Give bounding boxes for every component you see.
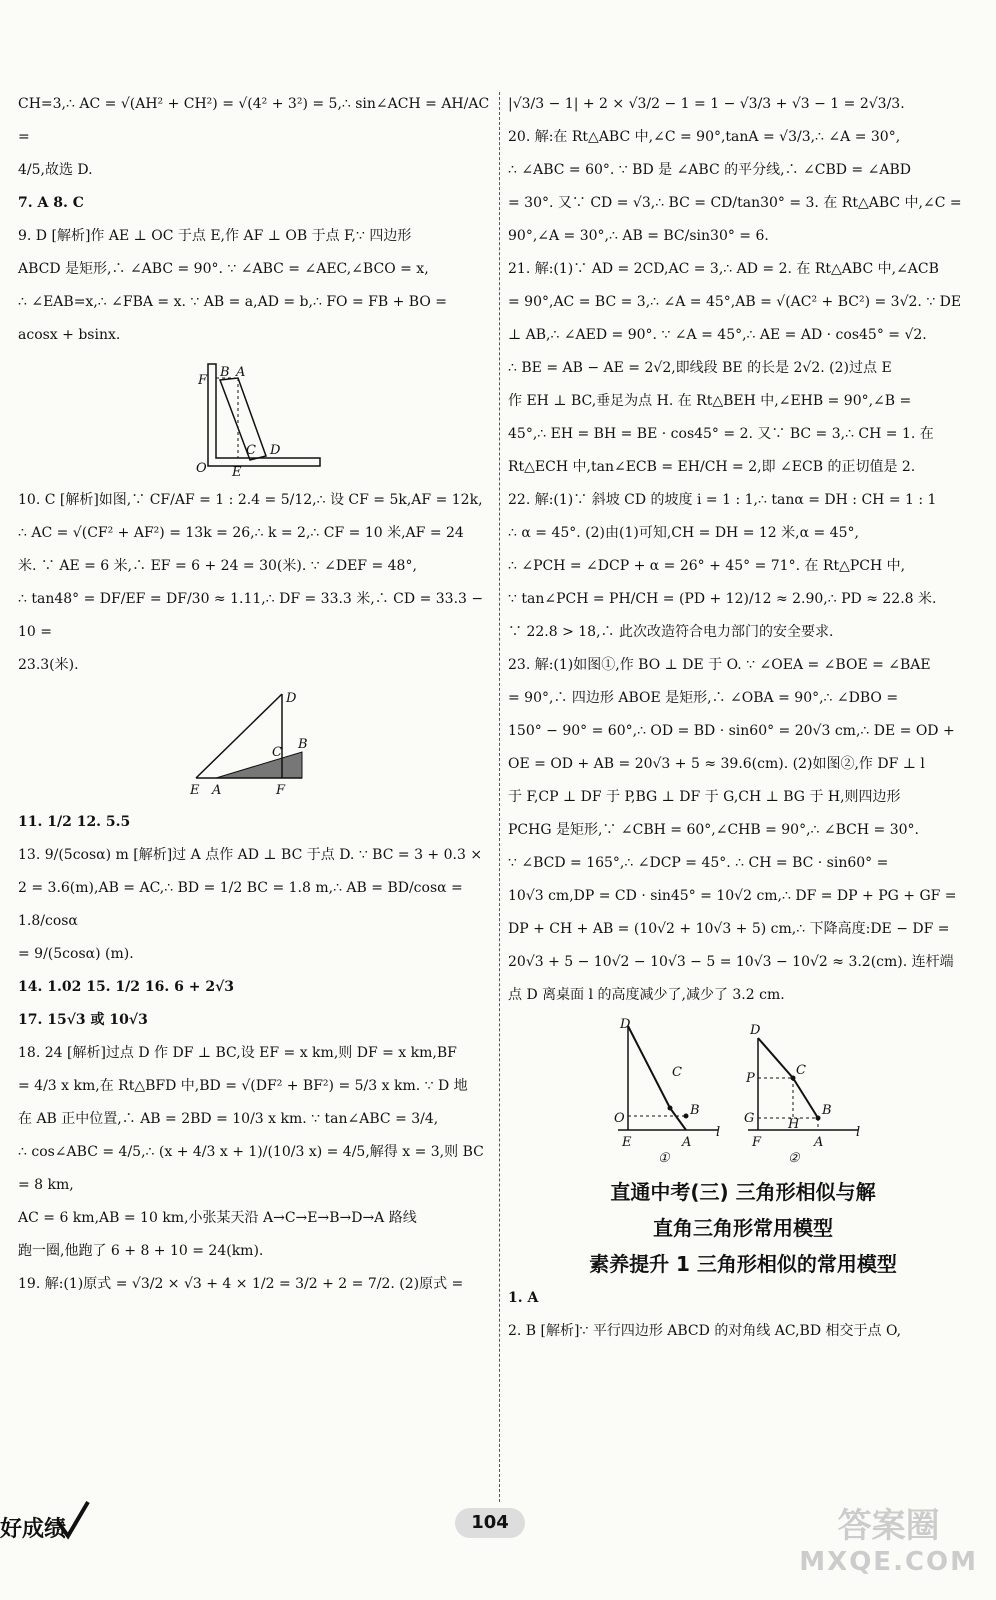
text-line: PCHG 是矩形,∵ ∠CBH = 60°,∠CHB = 90°,∴ ∠BCH = 30°. xyxy=(508,822,919,838)
text-line: 22. 解:(1)∵ 斜坡 CD 的坡度 i = 1 : 1,∴ tanα = DH : CH = 1 : 1 xyxy=(508,492,937,508)
text-line: ∴ cos∠ABC = 4/5,∴ (x + 4/3 x + 1)/(10/3 x) = 4/5,解得 x = 3,则 BC = 8 km, xyxy=(18,1144,484,1193)
column-divider xyxy=(499,92,500,1502)
text-line: = 90°,AC = BC = 3,∴ ∠A = 45°,AB = √(AC² + BC²) = 3√2. ∵ DE xyxy=(508,294,962,310)
svg-text:C: C xyxy=(246,443,256,458)
figure-q9-rectangle xyxy=(186,358,326,478)
svg-text:l: l xyxy=(716,1125,721,1140)
answer-1: 1. A xyxy=(508,1290,539,1306)
text-line: 23. 解:(1)如图①,作 BO ⊥ DE 于 O. ∵ ∠OEA = ∠BOE = ∠BAE xyxy=(508,657,931,673)
left-column xyxy=(18,88,494,1301)
answer-14-16: 14. 1.02 15. 1/2 16. 6 + 2√3 xyxy=(18,979,235,995)
text-line: = 90°,∴ 四边形 ABOE 是矩形,∴ ∠OBA = 90°,∴ ∠DBO = xyxy=(508,690,899,706)
text-line: 9. D [解析]作 AE ⊥ OC 于点 E,作 AF ⊥ OB 于点 F,∵ 四边形 xyxy=(18,228,412,244)
text-line: 45°,∴ EH = BH = BE · cos45° = 2. 又∵ BC = 3,∴ CH = 1. 在 xyxy=(508,426,934,442)
svg-text:C: C xyxy=(672,1065,682,1080)
text-line: CH=3,∴ AC = √(AH² + CH²) = √(4² + 3²) = 5,∴ sin∠ACH = AH/AC = xyxy=(18,96,490,145)
text-line: ∵ ∠BCD = 165°,∴ ∠DCP = 45°. ∴ CH = BC · sin60° = xyxy=(508,855,889,871)
text-line: acosx + bsinx. xyxy=(18,327,121,343)
svg-text:E: E xyxy=(622,1135,632,1150)
text-line: 2. B [解析]∵ 平行四边形 ABCD 的对角线 AC,BD 相交于点 O, xyxy=(508,1323,902,1339)
text-line: ∴ ∠EAB=x,∴ ∠FBA = x. ∵ AB = a,AD = b,∴ FO = FB + BO = xyxy=(18,294,447,310)
text-line: ⊥ AB,∴ ∠AED = 90°. ∵ ∠A = 45°,∴ AE = AD · cos45° = √2. xyxy=(508,327,927,343)
svg-text:F: F xyxy=(752,1135,762,1150)
text-line: 90°,∠A = 30°,∴ AB = BC/sin30° = 6. xyxy=(508,228,769,244)
watermark-bottom: MXQE.COM xyxy=(799,1547,978,1577)
text-line: 10. C [解析]如图,∵ CF/AF = 1 : 2.4 = 5/12,∴ 设 CF = 5k,AF = 12k, xyxy=(18,492,483,508)
svg-text:E: E xyxy=(190,783,200,798)
text-line: 150° − 90° = 60°,∴ OD = BD · sin60° = 20√3 cm,∴ DE = OD + xyxy=(508,723,955,739)
text-line: 20. 解:在 Rt△ABC 中,∠C = 90°,tanA = √3/3,∴ ∠A = 30°, xyxy=(508,129,901,145)
text-line: ∴ AC = √(CF² + AF²) = 13k = 26,∴ k = 2,∴ CF = 10 米,AF = 24 xyxy=(18,525,464,541)
watermark-top: 答案圈 xyxy=(837,1506,940,1546)
text-line: 19. 解:(1)原式 = √3/2 × √3 + 4 × 1/2 = 3/2 + 2 = 7/2. (2)原式 = xyxy=(18,1276,464,1292)
text-line: ∴ α = 45°. (2)由(1)可知,CH = DH = 12 米,α = 45°, xyxy=(508,525,859,541)
svg-text:A: A xyxy=(814,1135,824,1150)
text-line: 23.3(米). xyxy=(18,657,79,673)
text-line: ∴ BE = AB − AE = 2√2,即线段 BE 的长是 2√2. (2)过点 E xyxy=(508,360,892,376)
answer-7-8: 7. A 8. C xyxy=(18,195,84,211)
checkmark-icon xyxy=(56,1500,90,1540)
text-line: ∵ 22.8 > 18,∴ 此次改造符合电力部门的安全要求. xyxy=(508,624,834,640)
right-column xyxy=(508,88,978,1348)
text-line: 21. 解:(1)∵ AD = 2CD,AC = 3,∴ AD = 2. 在 Rt△ABC 中,∠ACB xyxy=(508,261,939,277)
svg-text:B: B xyxy=(822,1103,832,1118)
svg-text:D: D xyxy=(750,1023,761,1038)
text-line: 2 = 3.6(m),AB = AC,∴ BD = 1/2 BC = 1.8 m,∴ AB = BD/cosα = 1.8/cosα xyxy=(18,880,463,929)
brand-logo-text: 好成绩 xyxy=(0,1517,67,1542)
svg-text:D: D xyxy=(270,443,281,458)
text-line: 10√3 cm,DP = CD · sin45° = 10√2 cm,∴ DF = DP + PG + GF = xyxy=(508,888,957,904)
svg-text:A: A xyxy=(212,783,222,798)
text-line: 20√3 + 5 − 10√2 − 10√3 − 5 = 10√3 − 10√2 ≈ 3.2(cm). 连杆端 xyxy=(508,954,954,970)
svg-text:O: O xyxy=(614,1111,625,1126)
svg-text:F: F xyxy=(276,783,286,798)
svg-text:H: H xyxy=(788,1117,800,1132)
chapter-heading-line1: 直通中考(三) 三角形相似与解 xyxy=(610,1180,876,1204)
watermark xyxy=(799,1508,978,1580)
text-line: AC = 6 km,AB = 10 km,小张某天沿 A→C→E→B→D→A 路线 xyxy=(18,1210,417,1226)
text-line: = 30°. 又∵ CD = √3,∴ BC = CD/tan30° = 3. 在 Rt△ABC 中,∠C = xyxy=(508,195,962,211)
svg-text:A: A xyxy=(236,365,246,380)
text-line: ∴ tan48° = DF/EF = DF/30 ≈ 1.11,∴ DF = 33.3 米,∴ CD = 33.3 − 10 = xyxy=(18,591,484,640)
svg-text:B: B xyxy=(220,365,230,380)
svg-text:D: D xyxy=(620,1018,631,1032)
svg-text:F: F xyxy=(198,373,208,388)
text-line: 点 D 离桌面 l 的高度减少了,减少了 3.2 cm. xyxy=(508,987,785,1003)
svg-text:E: E xyxy=(232,465,242,478)
page-number: 104 xyxy=(455,1508,525,1538)
svg-text:B: B xyxy=(298,737,308,752)
chapter-heading-line2: 直角三角形常用模型 xyxy=(653,1216,833,1240)
svg-text:A: A xyxy=(682,1135,692,1150)
text-line: ABCD 是矩形,∴ ∠ABC = 90°. ∵ ∠ABC = ∠AEC,∠BCO = x, xyxy=(18,261,429,277)
text-line: 作 EH ⊥ BC,垂足为点 H. 在 Rt△BEH 中,∠EHB = 90°,∠B = xyxy=(508,393,912,409)
answer-17: 17. 15√3 或 10√3 xyxy=(18,1012,148,1028)
answer-11-12: 11. 1/2 12. 5.5 xyxy=(18,814,131,830)
svg-text:B: B xyxy=(690,1103,700,1118)
svg-text:G: G xyxy=(744,1111,755,1126)
text-line: 4/5,故选 D. xyxy=(18,162,93,178)
text-line: ∵ tan∠PCH = PH/CH = (PD + 12)/12 ≈ 2.90,∴ PD ≈ 22.8 米. xyxy=(508,591,937,607)
svg-text:C: C xyxy=(796,1063,806,1078)
text-line: |√3/3 − 1| + 2 × √3/2 − 1 = 1 − √3/3 + √3 − 1 = 2√3/3. xyxy=(508,96,905,112)
text-line: OE = OD + AB = 20√3 + 5 ≈ 39.6(cm). (2)如图②,作 DF ⊥ l xyxy=(508,756,925,772)
text-line: = 4/3 x km,在 Rt△BFD 中,BD = √(DF² + BF²) = 5/3 x km. ∵ D 地 xyxy=(18,1078,468,1094)
text-line: 18. 24 [解析]过点 D 作 DF ⊥ BC,设 EF = x km,则 DF = x km,BF xyxy=(18,1045,457,1061)
figure-q23 xyxy=(608,1018,878,1168)
text-line: ∴ ∠ABC = 60°. ∵ BD 是 ∠ABC 的平分线,∴ ∠CBD = ∠ABD xyxy=(508,162,911,178)
text-line: = 9/(5cosα) (m). xyxy=(18,946,134,962)
svg-text:O: O xyxy=(196,461,207,476)
svg-text:l: l xyxy=(856,1125,861,1140)
svg-text:D: D xyxy=(286,691,297,706)
text-line: ∴ ∠PCH = ∠DCP + α = 26° + 45° = 71°. 在 Rt△PCH 中, xyxy=(508,558,906,574)
figure-q10-slope xyxy=(186,688,326,800)
svg-text:P: P xyxy=(746,1071,755,1086)
text-line: 米. ∵ AE = 6 米,∴ EF = 6 + 24 = 30(米). ∵ ∠DEF = 48°, xyxy=(18,558,417,574)
svg-text:C: C xyxy=(272,745,282,760)
text-line: DP + CH + AB = (10√2 + 10√3 + 5) cm,∴ 下降高度:DE − DF = xyxy=(508,921,950,937)
section-heading: 素养提升 1 三角形相似的常用模型 xyxy=(589,1252,897,1276)
figure-1-label: ① xyxy=(658,1151,670,1166)
text-line: 在 AB 正中位置,∴ AB = 2BD = 10/3 x km. ∵ tan∠ABC = 3/4, xyxy=(18,1111,439,1127)
text-line: 跑一圈,他跑了 6 + 8 + 10 = 24(km). xyxy=(18,1243,264,1259)
text-line: 于 F,CP ⊥ DF 于 P,BG ⊥ DF 于 G,CH ⊥ BG 于 H,则四边形 xyxy=(508,789,901,805)
text-line: Rt△ECH 中,tan∠ECB = EH/CH = 2,即 ∠ECB 的正切值是 2. xyxy=(508,459,916,475)
text-line: 13. 9/(5cosα) m [解析]过 A 点作 AD ⊥ BC 于点 D. ∵ BC = 3 + 0.3 × xyxy=(18,847,483,863)
figure-2-label: ② xyxy=(788,1151,800,1166)
